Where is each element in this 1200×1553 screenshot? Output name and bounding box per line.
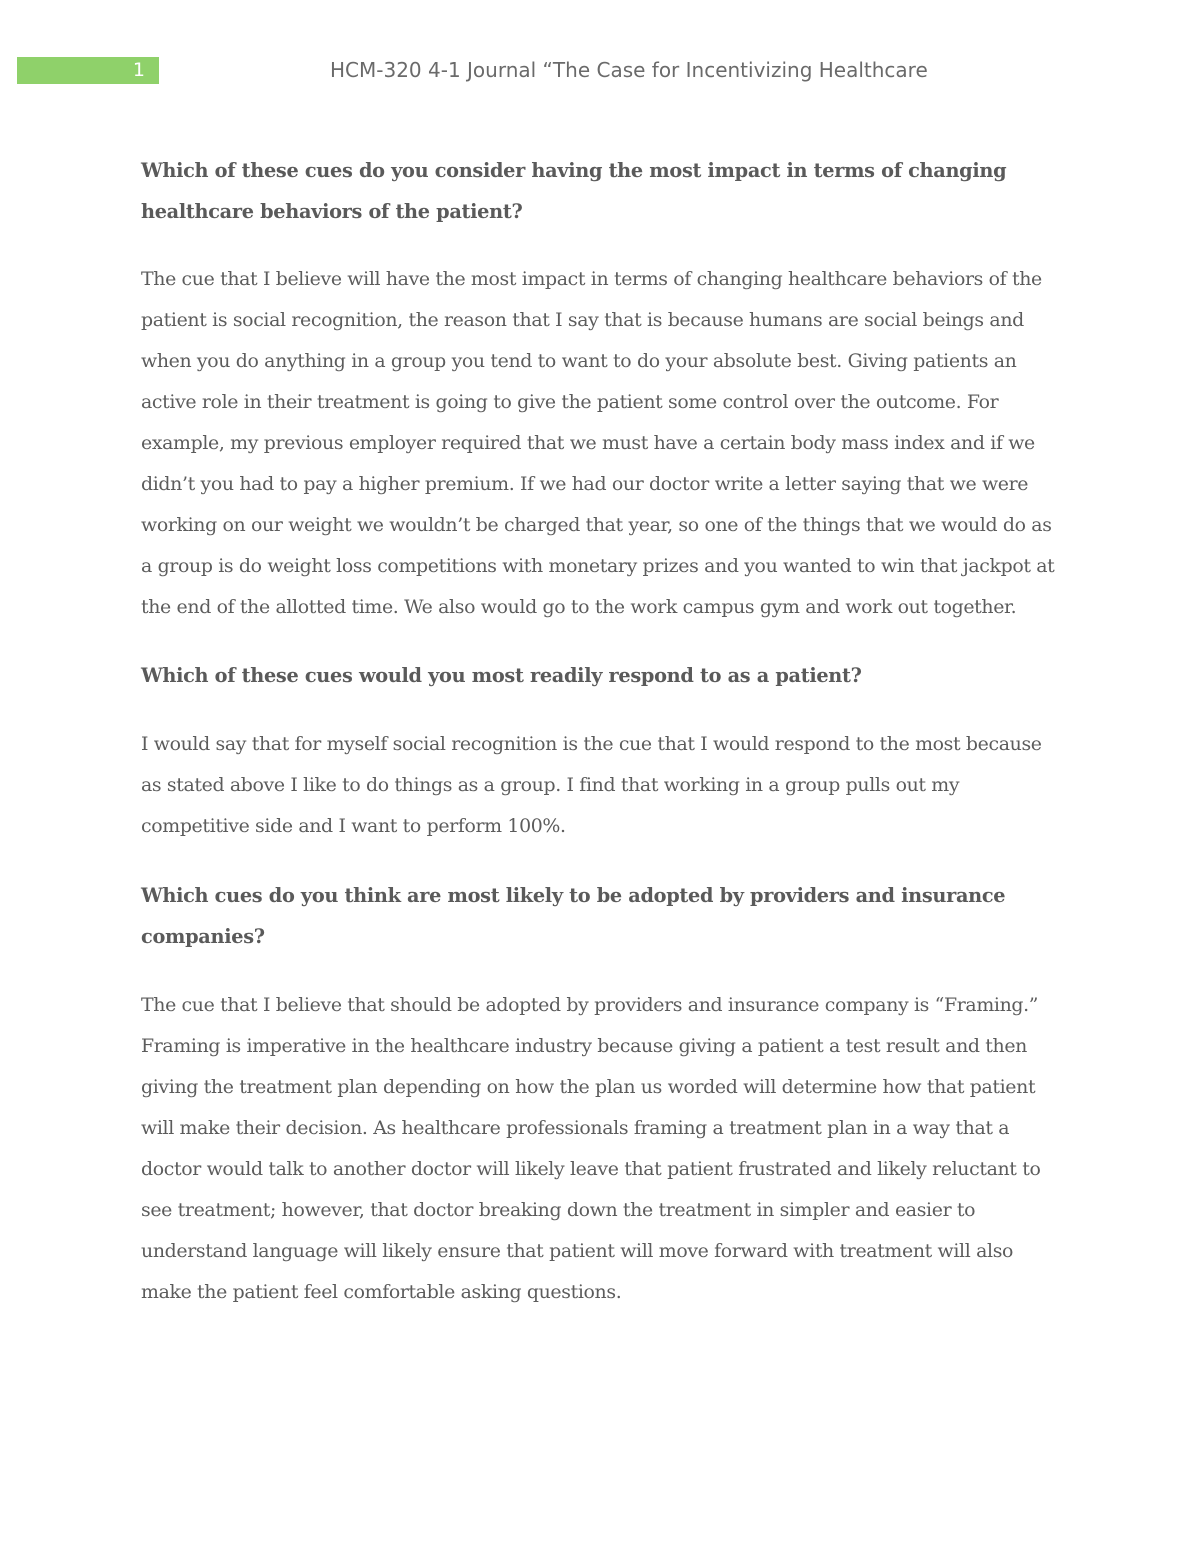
question-3: Which cues do you think are most likely to be adopted by providers and insurance companies? bbox=[141, 884, 1006, 948]
page-number: 1 bbox=[132, 59, 145, 81]
answer-2: I would say that for myself social recognition is the cue that I would respond to the most because as stated above I like to do things as a group. I find that working in a group pulls out my competitive side and I want to perform 100%. bbox=[141, 733, 1042, 837]
running-header-title: HCM-320 4-1 Journal “The Case for Incentivizing Healthcare bbox=[330, 58, 928, 82]
answer-1: The cue that I believe will have the most impact in terms of changing healthcare behaviors of the patient is social recognition, the reason that I say that is because humans are social beings and when you do anything in a group you tend to want to do your absolute best. Giving patients an active role in their treatment is going to give the patient some control over the outcome. For example, my previous employer required that we must have a certain body mass index and if we didn’t you had to pay a higher premium. If we had our doctor write a letter saying that we were working on our weight we wouldn’t be charged that year, so one of the things that we would do as a group is do weight loss competitions with monetary prizes and you wanted to win that jackpot at the end of the allotted time. We also would go to the work campus gym and work out together. bbox=[141, 268, 1055, 618]
question-1: Which of these cues do you consider having the most impact in terms of changing healthcare behaviors of the patient? bbox=[141, 159, 1007, 223]
question-2: Which of these cues would you most readily respond to as a patient? bbox=[141, 664, 862, 687]
answer-3: The cue that I believe that should be adopted by providers and insurance company is “Framing.” Framing is imperative in the healthcare industry because giving a patient a test result and then giving the treatment plan depending on how the plan us worded will determine how that patient will make their decision. As healthcare professionals framing a treatment plan in a way that a doctor would talk to another doctor will likely leave that patient frustrated and likely reluctant to see treatment; however, that doctor breaking down the treatment in simpler and easier to understand language will likely ensure that patient will move forward with treatment will also make the patient feel comfortable asking questions. bbox=[141, 994, 1041, 1303]
page-number-badge bbox=[17, 57, 159, 84]
document-body bbox=[141, 150, 1066, 1313]
